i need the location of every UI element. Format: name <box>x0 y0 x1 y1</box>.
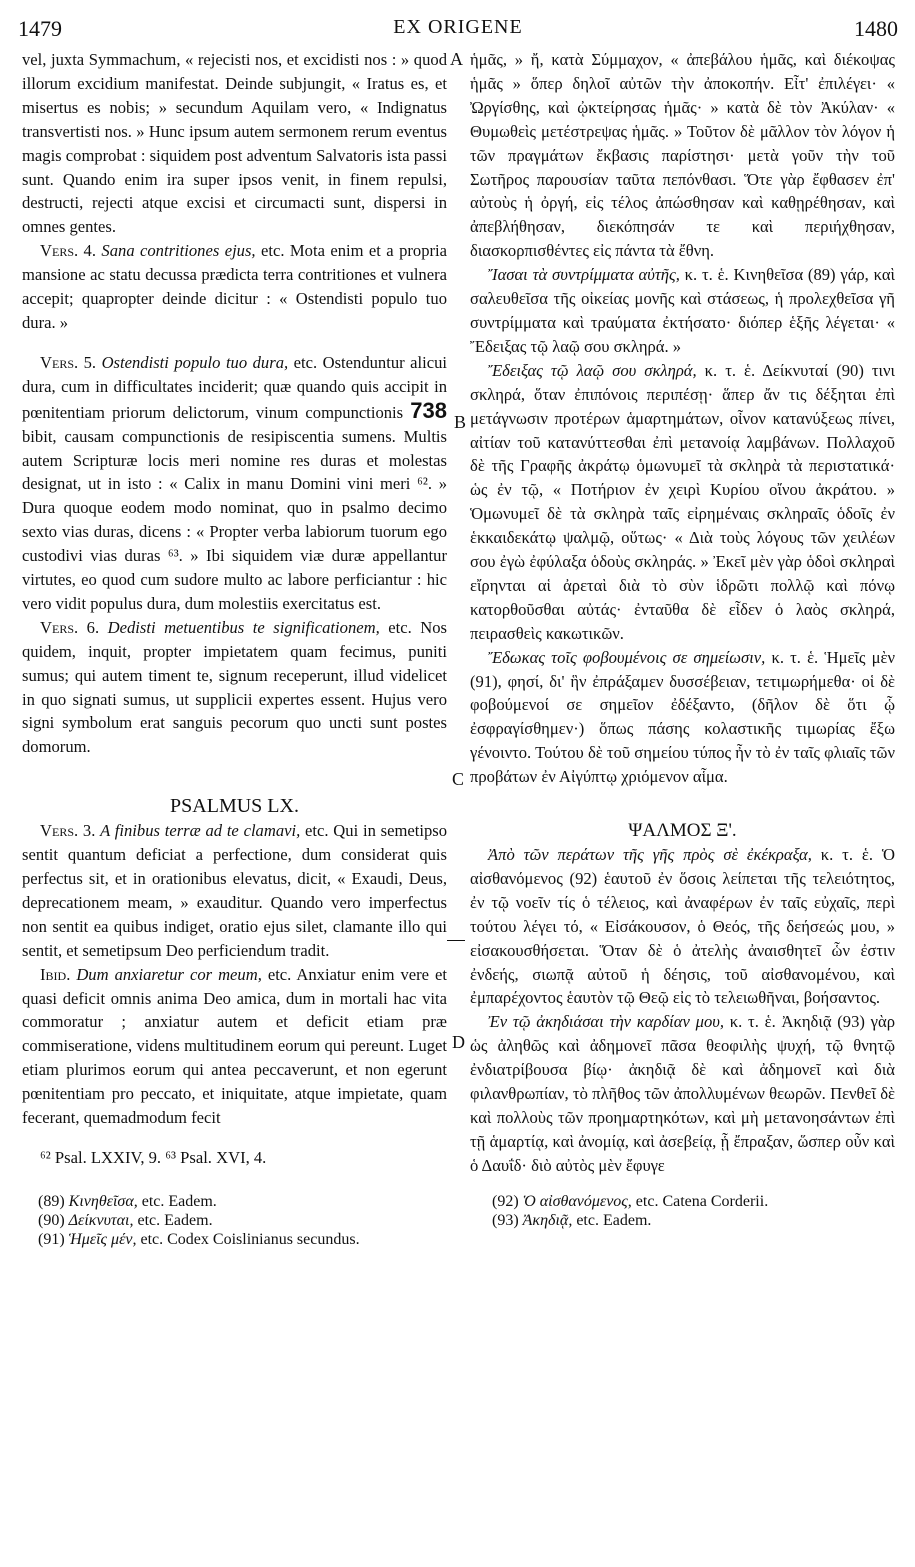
verse-label: Ibid. <box>40 964 71 984</box>
lemma: A finibus terræ ad te clamavi, <box>100 821 301 841</box>
greek-paragraph: ἡμᾶς, » ἤ, κατὰ Σύμμαχον, « ἀπεβάλου ἡμᾶς, καὶ διέκοψας ἡμᾶς » ὅπερ δηλοῖ αὐτῶν τὴν ἀποκοπήν. Εἶτ' ἐπιλέγει· « Ὠργίσθης, καὶ ᾠκτείρησας ἡμᾶς· » κατὰ δὲ τὸν Ἀκύλαν· « Θυμωθεὶς μετέστρεψας ἡμᾶς. » Τοῦτον δὲ μᾶλλον τὸν λόγον ἡ τῶν πραγμάτων ἔκβασις παρίστησι· μετὰ γοῦν τὴν τοῦ Σωτῆρος παρουσίαν ταῦτα πεπόνθασι. Ὅτε γὰρ ἔφθασεν ἐπ' αὐτοὺς ἡ ὀργή, εἰς τέλος ἀπώσθησαν καὶ καθῃρέθησαν, καὶ ἀπεβλήθησαν, διεκόπησάν τε καὶ περιήχθησαν, διασκορπισθέντες εἰς πάντα τὰ ἔθνη. <box>470 50 895 261</box>
greek-paragraph: Ἀπὸ τῶν περάτων τῆς γῆς πρὸς σὲ ἐκέκραξα, κ. τ. ἑ. Ὁ αἰσθανόμενος (92) ἑαυτοῦ ἐν ὅσοις λείπεται τῆς τελειότητος, ἐν τῷ νοεῖν τίς ὁ τέλειος, καὶ ἀναφέρων ἐν ταῖς εὐχαῖς, περὶ τούτου λέγει τό, « Εἰσάκουσον, ὁ Θεός, τῆς δεήσεώς μου, » εἰσακουσθήσεται. Ὅταν δὲ ὁ ἀτελὴς ἀναισθητεῖ ὧν ἐστιν ἐνδεής, σιωπᾷ αὐτοῦ ἡ δέησις, τοῦ αἰσθανομένου, καὶ ἐμπαρέχοντος ἑαυτὸν τῷ Θεῷ εἰς τὸ τελειωθῆναι, βοήσαντος. <box>470 845 895 1008</box>
lemma: Ἔδειξας τῷ λαῷ σου σκληρά, <box>488 360 697 380</box>
greek-paragraph: Ἐν τῷ ἀκηδιάσαι τὴν καρδίαν μου, κ. τ. ἑ. Ἀκηδιᾷ (93) γὰρ ὡς ἀληθῶς καὶ ἀδημονεῖ πᾶσα θεοφιλὴς ψυχή, τῷ θνητῷ ἐνδιατρίβουσα βίῳ· ἀκηδιᾷ δὲ καὶ ἀδημονεῖ καὶ διὰ φιλανθρωπίαν, τὸ πλῆθος τῶν ἀπολλυμένων θεωρῶν. Πενθεῖ δὲ καὶ πολλοὺς τῶν προημαρτηκότων, καὶ μὴ μετανοησάντων ἐπὶ τῇ ἁμαρτίᾳ, καὶ ἀνομίᾳ, καὶ ἀσεβείᾳ, ᾗ ἔπραξαν, ὥσπερ οὖν καὶ ὁ Δαυΐδ· διὸ αὐτὸς μὲν ἔφυγε <box>470 1012 895 1175</box>
greek-paragraph: Ἴασαι τὰ συντρίμματα αὐτῆς, κ. τ. ἑ. Κινηθεῖσα (89) γάρ, καὶ σαλευθεῖσα τῆς οἰκείας μονῆς καὶ στάσεως, ἡ προλεχθεῖσα γῆ συντρίμματα καὶ τραύματα ἐκτήσατο· διόπερ ἑξῆς λέγεται· « Ἔδειξας τῷ λαῷ σου σκληρά. » <box>470 265 895 356</box>
column-number: 738 <box>410 397 447 423</box>
lemma: Ἀπὸ τῶν περάτων τῆς γῆς πρὸς σὲ ἐκέκραξα, <box>488 845 812 864</box>
latin-paragraph: Ibid. Dum anxiaretur cor meum, etc. Anxiatur enim vere et quasi deficit omnis anima Deo amica, dum in mortali hac vita commoratur ; anxiatur autem et deficit etiam præ commiseratione, videns multitudinem eorum qui pereunt. Luget etiam plurimos eorum qui antea peccaverunt, et non egerunt pœnitentiam pro peccato, et iniquitate, atque impietate, quam fecerant, quemadmodum fecit <box>22 964 447 1128</box>
lemma: Sana contritiones ejus, <box>101 241 256 261</box>
page-number-left: 1479 <box>18 16 62 41</box>
verse-label: Vers. 5. <box>40 352 97 372</box>
margin-letter-d: D <box>452 1032 465 1052</box>
margin-letter-b: B <box>454 412 467 432</box>
page-number-right: 1480 <box>854 16 898 41</box>
latin-paragraph: Vers. 6. Dedisti metuentibus te significationem, etc. Nos quidem, inquit, propter impietatem quam fecimus, puniti sumus; qui autem timent te, signum receperunt, illud videlicet in quo signati sumus, ut supplicii expertes essent. Hujus vero signi symbolum erat sanguis pecorum quo uncti sunt postes domorum. <box>22 617 447 757</box>
lemma: Dedisti metuentibus te significationem, <box>107 617 380 637</box>
footnote: (89) Κινηθεῖσα, etc. Eadem. <box>38 1193 217 1210</box>
running-header <box>18 16 898 44</box>
footnote: (91) Ἡμεῖς μέν, etc. Codex Coislinianus secundus. <box>38 1231 360 1248</box>
footnote: (92) Ὁ αἰσθανόμενος, etc. Catena Corderii. <box>492 1193 769 1210</box>
margin-letter-c: C <box>452 769 465 789</box>
lemma: Ἔδωκας τοῖς φοβουμένοις σε σημείωσιν, <box>488 647 766 667</box>
lemma: Ἐν τῷ ἀκηδιάσαι τὴν καρδίαν μου, <box>488 1012 725 1032</box>
footnotes-right <box>492 1192 768 1230</box>
latin-paragraph: vel, juxta Symmachum, « rejecisti nos, et excidisti nos : » quod illorum excidium manifestat. Deinde subjungit, « Iratus es, et misertus es nobis; » secundum Aquilam vero, « Indignatus transvertisti nos. » Hunc ipsum autem sermonem rerum eventus magis comprobat : siquidem post adventum Salvatoris ista passi sunt. Quando enim ira super ipsos venit, in finem repulsi, destructi, rejecti atque excisi et circumacti sunt, dispersi in omnes gentes. <box>22 50 447 237</box>
margin-letter-a: A <box>450 49 463 69</box>
greek-paragraph: Ἔδωκας τοῖς φοβουμένοις σε σημείωσιν, κ. τ. ἑ. Ἡμεῖς μὲν (91), φησί, δι' ἣν ἐπράξαμεν δυσσέβειαν, τετιμωρήμεθα· οἱ δὲ φοβούμενοί σε σημεῖον ἐδέξαντο, (δῆλον δὲ ὅτι ᾧ ἐσφραγίσθημεν·) ὅπως πάσης κολαστικῆς τιμωρίας ἔξω γένοιντο. Τούτου δὲ τοῦ σημείου τύπος ἦν τὸ ἐν ταῖς φλιαῖς τῶν προβάτων ἐν Αἰγύπτῳ χριόμενον αἷμα. <box>470 647 895 787</box>
verse-label: Vers. 3. <box>40 821 96 841</box>
verse-label: Vers. 4. <box>40 241 96 261</box>
psalm-title-latin: PSALMUS LX. <box>170 795 299 818</box>
running-title: EX ORIGENE <box>393 16 523 38</box>
lemma: Dum anxiaretur cor meum, <box>76 964 262 984</box>
footnote: (93) Ἀκηδιᾷ, etc. Eadem. <box>492 1212 652 1229</box>
greek-column <box>470 48 895 1178</box>
scripture-references: ⁶² Psal. LXXIV, 9. ⁶³ Psal. XVI, 4. <box>40 1147 267 1167</box>
latin-paragraph: Vers. 3. A finibus terræ ad te clamavi, etc. Qui in semetipso sentit quantum deficiat a perfectione, dum considerat quis perfectus sit, et in orationibus elevatus, dicit, « Exaudi, Deus, deprecationem meam, » exauditur. Quando vero imperfectus non sentit ea quibus indiget, oratio ejus silet, clamante illo qui sentit, et semetipsum Deo perficiendum tradit. <box>22 821 448 960</box>
latin-paragraph: Vers. 4. Sana contritiones ejus, etc. Mota enim et a propria mansione ac statu decussa prædicta terra contritiones et vulnera accepit; quapropter deinde dicitur : « Ostendisti populo tuo dura. » <box>22 241 448 332</box>
psalm-title-greek: ΨΑΛΜΟΣ Ξ'. <box>628 820 737 842</box>
lemma: Ἴασαι τὰ συντρίμματα αὐτῆς, <box>488 265 680 285</box>
footnotes-left <box>38 1192 360 1249</box>
column-divider <box>447 940 465 941</box>
greek-paragraph: Ἔδειξας τῷ λαῷ σου σκληρά, κ. τ. ἑ. Δείκνυταί (90) τινι σκληρά, ὅταν ἐπιπόνοις περιπέσῃ· ἅπερ ἄν τις δέξηται ἐπὶ μετάγνωσιν προτέρων ἁμαρτημάτων, οἶνον κατανύξεως πίνει, αἰτίαν τοῦ κατανύττεσθαι ἐπὶ μετανοίᾳ λαμβάνων. Πολλαχοῦ δὲ τῆς Γραφῆς ἀκράτῳ ὁμωνυμεῖ τὰ σκληρὰ τὰ περιστατικά· ὡς ἐν τῷ, « Ποτήριον ἐν χειρὶ Κυρίου οἴνου ἀκράτου. » Ὁμωνυμεῖ δὲ τὰ σκληρὰ ταῖς εἰρημέναις σκληραῖς ὁδοῖς ἐν ἑκκαιδεκάτῳ ψαλμῷ, οὕτως· « Διὰ τοὺς λόγους τῶν χειλέων σου ἐγὼ ἐφύλαξα ὁδοὺς σκληράς. » Ἐκεῖ μὲν γὰρ ὁδοὶ σκληραὶ εἴρηνται αἱ ἀρεταὶ διὰ τὸ σὺν ἱδρῶτι πολλῷ καὶ πόνῳ κατορθοῦσθαι αὐτάς· ἐνταῦθα δὲ εἶδεν ὁ λαὸς σκληρά, πειρασθεὶς κακωτικῶν. <box>470 360 895 643</box>
latin-paragraph: Vers. 5. Ostendisti populo tuo dura, etc. Ostenduntur alicui dura, cum in difficultates inciderit; quæ quando quis accipit in pœnitentiam priorum delictorum, vinum compunctionis 738 bibit, causam compunctionis de resipiscentia sumens. Multis autem Scripturæ locis meri nomine res duras et molestas designat, ut in isto : « Calix in manu Domini vini meri ⁶². » Dura quoque eodem modo nominat, quo in psalmo decimo sexto vias duras, dicens : « Propter verba labiorum tuorum ego custodivi vias duras ⁶³. » Ibi siquidem viæ duræ appellantur virtutes, eo quod cum sudore multo ac labore perficiantur : hic vero vidit populus dura, dum molestiis exercitatus est. <box>22 352 447 613</box>
verse-label: Vers. 6. <box>40 617 100 637</box>
latin-column <box>22 48 447 1170</box>
lemma: Ostendisti populo tuo dura, <box>101 352 289 372</box>
footnote: (90) Δείκνυται, etc. Eadem. <box>38 1212 213 1229</box>
